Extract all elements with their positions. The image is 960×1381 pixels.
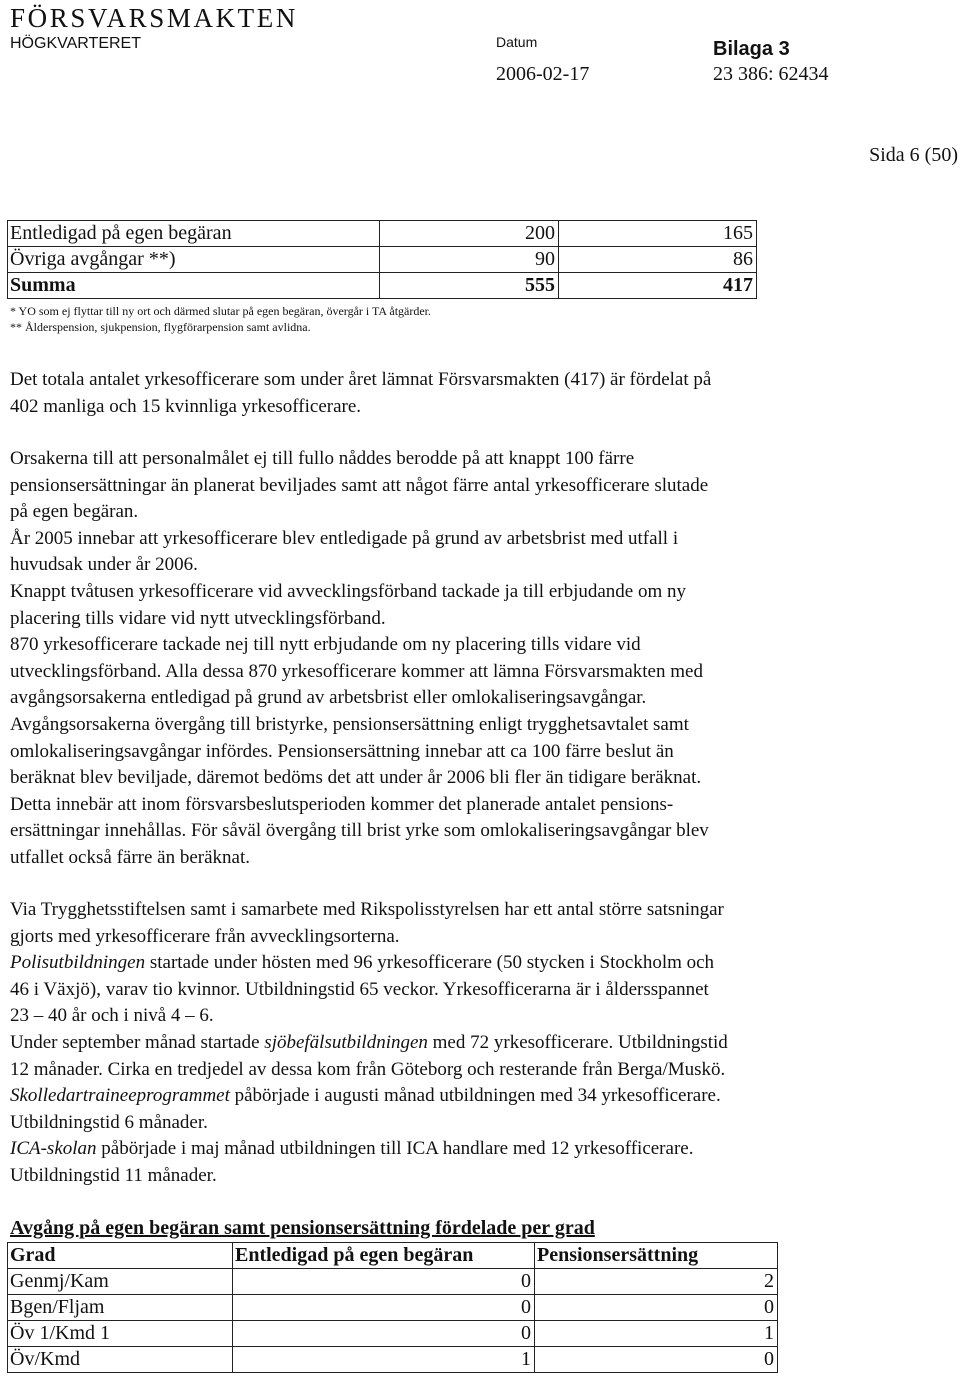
text-line: 870 yrkesofficerare tackade nej till nytt erbjudande om ny placering tills vidare vid	[10, 634, 641, 656]
paragraph-programs	[10, 897, 940, 1190]
value-cell: 1	[535, 1321, 778, 1347]
text-line: Knappt tvåtusen yrkesofficerare vid avvecklingsförband tackade ja till erbjudande om ny	[10, 580, 687, 602]
text-line: Avgångsorsakerna övergång till bristyrke, pensionsersättning enligt trygghetsavtalet samt	[10, 713, 689, 735]
appendix-label: Bilaga 3	[713, 38, 790, 60]
program-name: ICA-skolan	[10, 1138, 97, 1160]
table-row	[8, 1295, 778, 1321]
text-line: ersättningar innehållas. För såväl övergång till brist yrke som omlokaliseringsavgångar blev	[10, 820, 709, 842]
column-header: Pensionsersättning	[535, 1243, 778, 1269]
text-line: utfallet också färre än beräknat.	[10, 846, 251, 868]
text-line	[10, 1136, 940, 1163]
text-line: huvudsak under år 2006.	[10, 554, 198, 576]
value-cell: 90	[380, 247, 559, 273]
text-line: gjorts med yrkesofficerare från avvecklingsorterna.	[10, 925, 400, 947]
table-row	[8, 247, 757, 273]
table-title: Avgång på egen begäran samt pensionsersättning fördelade per grad	[10, 1217, 595, 1239]
text-line: på egen begäran.	[10, 501, 139, 523]
row-label: Övriga avgångar **)	[8, 247, 380, 273]
value-cell: 1	[233, 1347, 535, 1373]
footnote: * YO som ej flyttar till ny ort och därmed slutar på egen begäran, övergår i TA åtgärder.	[10, 304, 432, 318]
text-run: med 72 yrkesofficerare. Utbildningstid	[427, 1031, 728, 1053]
text-line: Utbildningstid 11 månader.	[10, 1164, 217, 1186]
text-line: 12 månader. Cirka en tredjedel av dessa kom från Göteborg och resterande från Berga/Muskö.	[10, 1058, 726, 1080]
text-line: Utbildningstid 6 månader.	[10, 1111, 208, 1133]
text-line	[10, 1030, 940, 1057]
departures-table	[7, 220, 757, 299]
grade-cell: Genmj/Kam	[8, 1269, 233, 1295]
date-label: Datum	[496, 34, 538, 50]
text-line	[10, 950, 940, 977]
text-line: 46 i Växjö), varav tio kvinnor. Utbildningstid 65 veckor. Yrkesofficerarna är i åldersspannet	[10, 978, 709, 1000]
row-label: Entledigad på egen begäran	[8, 221, 380, 247]
document-date: 2006-02-17	[496, 63, 590, 85]
program-name: sjöbefälsutbildningen	[264, 1031, 428, 1053]
row-label: Summa	[8, 273, 380, 299]
grade-cell: Öv 1/Kmd 1	[8, 1321, 233, 1347]
text-line: placering tills vidare vid nytt utvecklingsförband.	[10, 607, 386, 629]
text-line: Orsakerna till att personalmålet ej till fullo nåddes berodde på att knappt 100 färre	[10, 448, 635, 469]
text-line	[10, 1083, 940, 1110]
text-line: beräknat blev beviljade, däremot bedöms det att under år 2006 bli fler än tidigare beräknat.	[10, 767, 702, 789]
text-line: Via Trygghetsstiftelsen samt i samarbete med Rikspolisstyrelsen har ett antal större satsningar	[10, 899, 724, 920]
value-cell: 0	[233, 1295, 535, 1321]
value-cell: 0	[535, 1347, 778, 1373]
grade-cell: Bgen/Fljam	[8, 1295, 233, 1321]
text-run: påbörjade i maj månad utbildningen till ICA handlare med 12 yrkesofficerare.	[96, 1138, 694, 1160]
value-cell: 0	[233, 1321, 535, 1347]
text-line: Det totala antalet yrkesofficerare som under året lämnat Försvarsmakten (417) är fördelat på	[10, 369, 712, 390]
program-name: Polisutbildningen	[10, 952, 146, 974]
text-line: pensionsersättningar än planerat beviljades samt att något färre antal yrkesofficerare slutade	[10, 474, 709, 496]
value-cell: 200	[380, 221, 559, 247]
column-header: Entledigad på egen begäran	[233, 1243, 535, 1269]
table-header-row	[8, 1243, 778, 1269]
reference-number: 23 386: 62434	[713, 63, 829, 85]
value-cell: 165	[559, 221, 757, 247]
value-cell: 0	[535, 1295, 778, 1321]
table-row	[8, 221, 757, 247]
text-line: 23 – 40 år och i nivå 4 – 6.	[10, 1005, 214, 1027]
value-cell: 86	[559, 247, 757, 273]
text-line: omlokaliseringsavgångar infördes. Pensionsersättning innebar att ca 100 färre beslut än	[10, 740, 674, 762]
value-cell: 555	[380, 273, 559, 299]
unit-name: HÖGKVARTERET	[10, 35, 141, 52]
paragraph-summary	[10, 367, 940, 420]
footnote: ** Ålderspension, sjukpension, flygförarpension samt avlidna.	[10, 320, 311, 334]
program-name: Skolledartraineeprogrammet	[10, 1085, 230, 1107]
table-row	[8, 1321, 778, 1347]
value-cell: 0	[233, 1269, 535, 1295]
table-row	[8, 1347, 778, 1373]
text-run: påbörjade i augusti månad utbildningen med 34 yrkesofficerare.	[229, 1085, 721, 1107]
organization-name: FÖRSVARSMAKTEN	[10, 3, 298, 33]
text-run: startade under hösten med 96 yrkesofficerare (50 stycken i Stockholm och	[145, 952, 715, 974]
page-number: Sida 6 (50)	[869, 144, 958, 166]
text-line: 402 manliga och 15 kvinnliga yrkesofficerare.	[10, 395, 362, 417]
grade-table	[7, 1242, 778, 1373]
paragraph-reasons	[10, 446, 940, 872]
value-cell: 2	[535, 1269, 778, 1295]
text-line: utvecklingsförband. Alla dessa 870 yrkesofficerare kommer att lämna Försvarsmakten med	[10, 660, 703, 682]
table-row-total	[8, 273, 757, 299]
column-header: Grad	[8, 1243, 233, 1269]
value-cell: 417	[559, 273, 757, 299]
text-line: Detta innebär att inom försvarsbeslutsperioden kommer det planerade antalet pensions-	[10, 793, 674, 815]
text-line: avgångsorsakerna entledigad på grund av arbetsbrist eller omlokaliseringsavgångar.	[10, 687, 647, 709]
text-run: Under september månad startade	[10, 1031, 265, 1053]
grade-cell: Öv/Kmd	[8, 1347, 233, 1373]
table-row	[8, 1269, 778, 1295]
text-line: År 2005 innebar att yrkesofficerare blev entledigade på grund av arbetsbrist med utfall i	[10, 527, 679, 549]
